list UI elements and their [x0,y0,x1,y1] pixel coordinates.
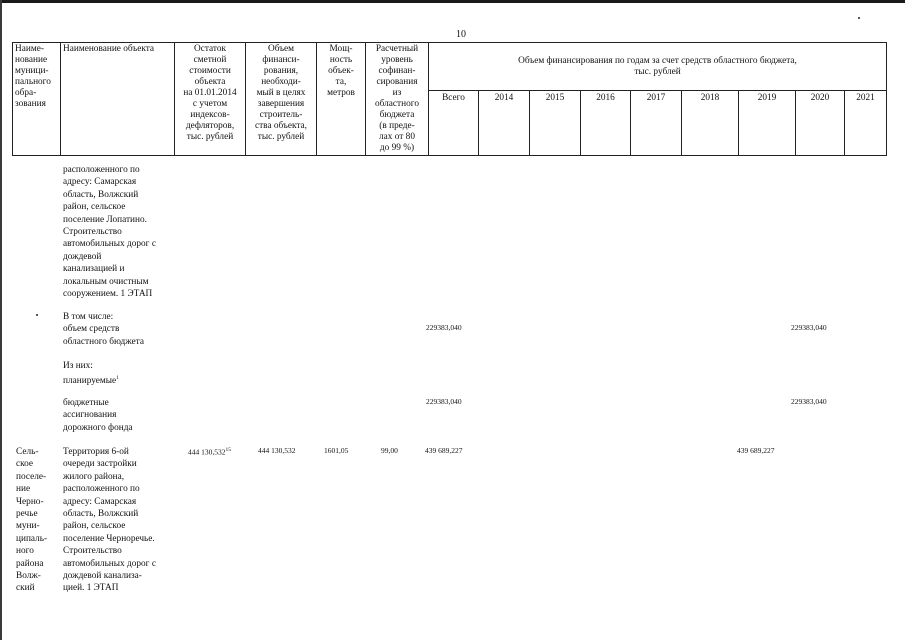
scan-speck [36,314,38,316]
header-year-2020: 2020 [796,91,845,156]
header-financing-by-year: Объем финансирования по годам за счет средств областного бюджета, тыс. рублей [429,43,887,91]
scan-speck [858,17,860,19]
including-label: В том числе: объем средств областного бюджета [63,312,144,347]
municipality-name: Сель- ское поселе- ние Черно- речье муни- ципаль- ного района Волж- ский [16,447,48,594]
header-year-2019: 2019 [739,91,796,156]
header-year-total: Всего [429,91,479,156]
header-required-financing: Объем финанси- рования, необходи- мый в целях завершения строитель- ства объекта, тыс. рублей [246,43,317,156]
header-year-2015: 2015 [530,91,581,156]
financing-table-header [12,42,887,156]
road-fund-total-value: 229383,040 [426,397,462,406]
header-municipality: Наиме- нование муници- пального обра- зования [13,43,61,156]
footnote-mark: 1 [116,375,119,382]
object2-name: Территория 6-ой очереди застройки жилого района, расположенного по адресу: Самарская область, Волжский район, сельское поселение Черноречье. Строительство автомобильных дорог с дождевой канализа- цией. 1 ЭТАП [63,447,156,594]
header-year-2018: 2018 [682,91,739,156]
scan-left-edge [0,0,2,640]
footnote-mark: 15 [225,447,231,453]
object2-cofinancing-rate: 99,00 [381,446,398,455]
header-remaining-cost: Остаток сметной стоимости объекта на 01.01.2014 с учетом индексов- дефляторов, тыс. рублей [175,43,246,156]
header-year-2016: 2016 [581,91,631,156]
object2-2019-value: 439 689,227 [737,446,775,455]
object2-remaining-value: 444 130,532 [188,447,226,457]
road-fund-label: бюджетные ассигнования дорожного фонда [63,398,133,433]
header-cofinancing-rate: Расчетный уровень софинан- сирования из областного бюджета (в преде- лах от 80 до 99 %) [366,43,429,156]
header-year-2017: 2017 [631,91,682,156]
object-name-continuation: расположенного по адресу: Самарская область, Волжский район, сельское поселение Лопатино. Строительство автомобильных дорог с дождевой канализацией и локальным очистным сооружением. 1 ЭТАП [63,165,156,300]
including-2020-value: 229383,040 [791,323,827,332]
object2-required-financing: 444 130,532 [258,446,296,455]
scan-top-edge [0,0,905,3]
including-total-value: 229383,040 [426,323,462,332]
object2-total-value: 439 689,227 [425,446,463,455]
header-capacity: Мощ- ность объек- та, метров [317,43,366,156]
header-object-name: Наименование объекта [61,43,175,156]
object2-capacity: 1601,05 [324,446,349,455]
page-number: 10 [456,29,466,40]
of-which-label [63,360,119,388]
of-which-text: Из них: планируемые [63,361,117,387]
header-year-2014: 2014 [479,91,530,156]
header-year-2021: 2021 [845,91,887,156]
object2-remaining-cost [188,446,231,457]
road-fund-2020-value: 229383,040 [791,397,827,406]
